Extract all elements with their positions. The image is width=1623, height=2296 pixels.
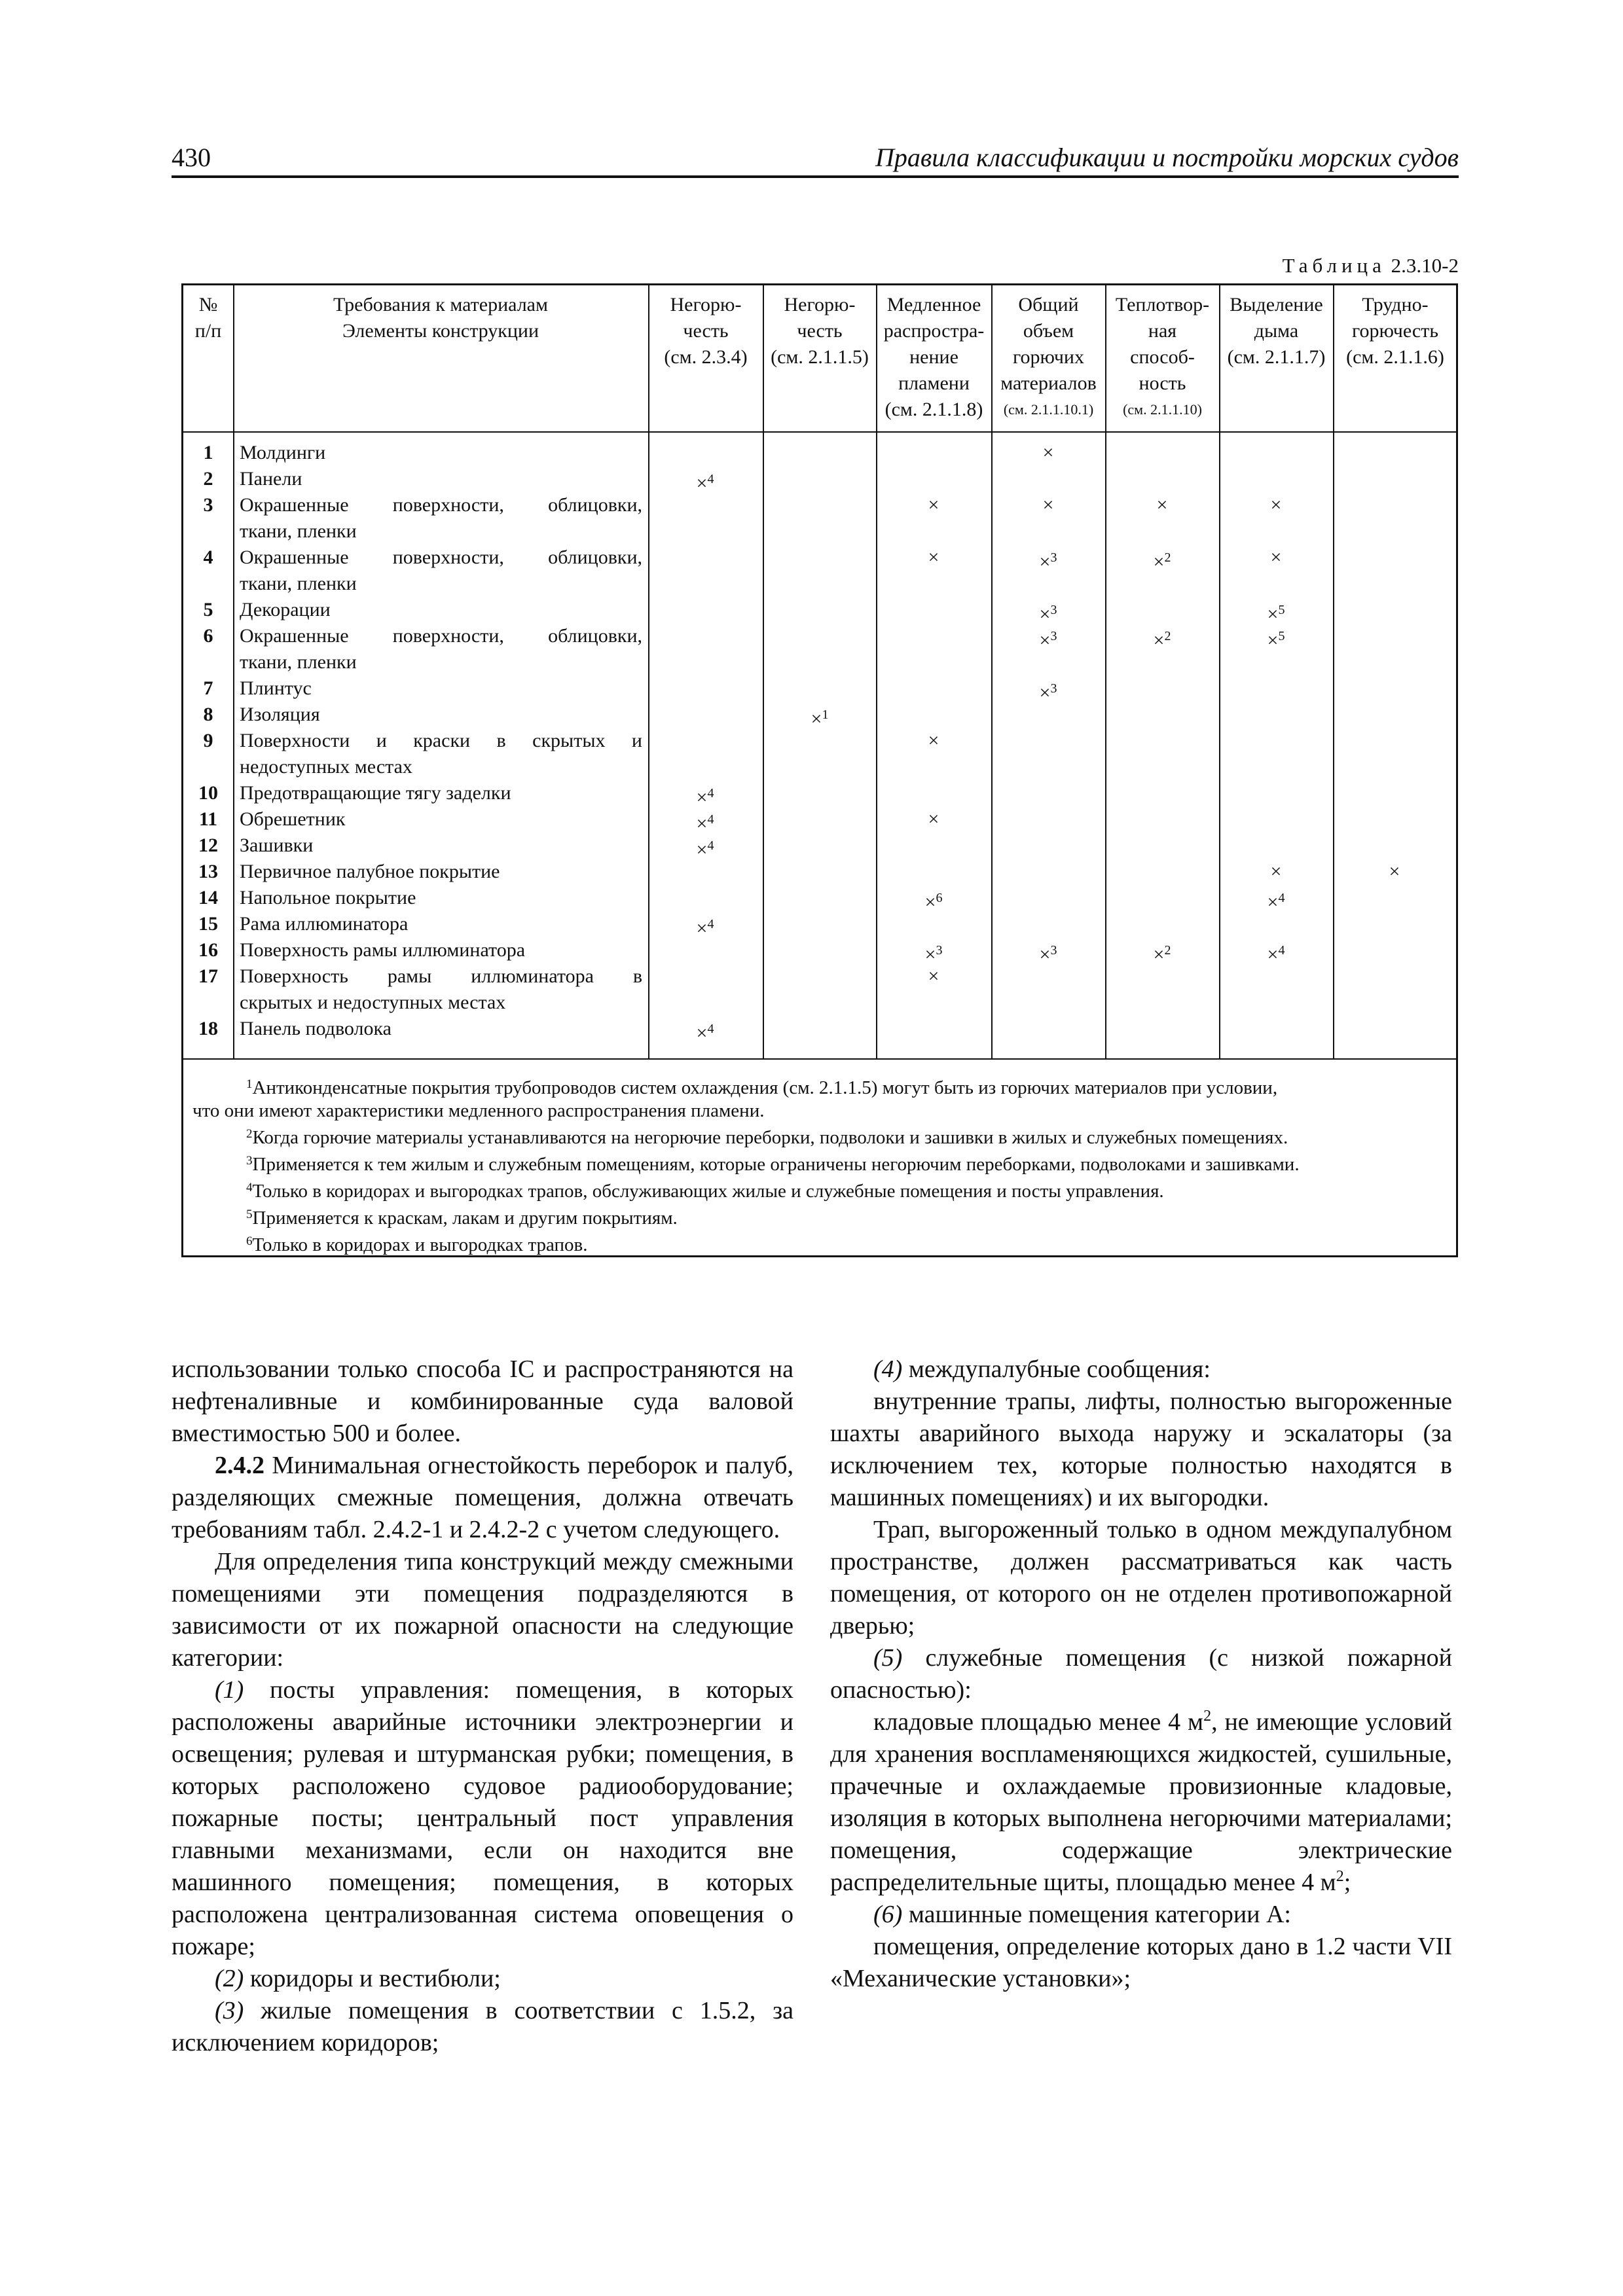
paragraph: (1) посты управления: помещения, в которых расположены аварийные источники электроэнергии и освещения; рулевая и штурманская рубки; помещения, в которых расположено судовое радиооборудование; пожарные посты; центральный пост управления главными механизмами, если он находится вне машинного помещения; помещения, в которых расположена централизованная система оповещения о пожаре;	[172, 1676, 794, 1960]
row-number: 16	[198, 939, 218, 961]
table-caption-word: Таблица	[1282, 254, 1386, 277]
cross-mark: ×$^4$	[1267, 943, 1285, 965]
table-notes-rule	[183, 1058, 1456, 1060]
cross-mark: ×	[1270, 547, 1282, 568]
paragraph: (5) служебные помещения (с низкой пожарной опасностью):	[830, 1644, 1452, 1704]
table-caption	[1283, 254, 1459, 278]
page-header	[172, 137, 1459, 178]
row-number: 1	[203, 442, 213, 463]
row-number: 17	[198, 965, 218, 987]
cross-mark: ×$^6$	[924, 891, 943, 913]
body-column-left	[172, 1354, 793, 2059]
row-label: Окрашенные поверхности, облицовки, ткани, пленки	[240, 494, 642, 542]
footnote-4: $^4$Только в коридорах и выгородках трапов, обслуживающих жилые и служебные помещения и посты управления.	[246, 1181, 1164, 1202]
table-divider	[1219, 285, 1220, 1060]
paragraph: Для определения типа конструкций между смежными помещениями эти помещения подразделяются в зависимости от их пожарной опасности на следующие категории:	[172, 1548, 793, 1672]
row-label: Предотвращающие тягу заделки	[240, 782, 511, 804]
col-header-noncombustibility-2115: Негорю- честь (см. 2.1.1.5)	[771, 294, 869, 368]
cross-mark: ×	[928, 730, 939, 751]
col-header-noncombustibility-234: Негорю- честь (см. 2.3.4)	[664, 294, 748, 368]
requirements-table	[181, 283, 1458, 1257]
page-number: 430	[172, 143, 211, 172]
cross-mark: ×$^4$	[696, 472, 714, 494]
row-label: Молдинги	[240, 442, 326, 463]
row-label: Плинтус	[240, 677, 312, 699]
row-label: Поверхность рамы иллюминатора в скрытых и недоступных местах	[240, 965, 642, 1013]
table-divider	[648, 285, 649, 1060]
cross-mark: ×$^2$	[1153, 629, 1171, 651]
paragraph: (6) машинные помещения категории А:	[873, 1901, 1291, 1928]
cross-mark: ×$^5$	[1267, 603, 1285, 625]
row-label: Панели	[240, 468, 302, 490]
paragraph: Трап, выгороженный только в одном междупалубном пространстве, должен рассматриваться как часть помещения, от которого он не отделен противопожарной дверью;	[830, 1516, 1452, 1640]
table-caption-number: 2.3.10-2	[1391, 254, 1459, 277]
cross-mark: ×$^3$	[1039, 681, 1057, 704]
row-number: 9	[203, 730, 213, 751]
row-label: Декорации	[240, 599, 331, 620]
cross-mark: ×$^2$	[1153, 943, 1171, 965]
row-label: Напольное покрытие	[240, 887, 416, 908]
row-label: Первичное палубное покрытие	[240, 861, 500, 882]
cross-mark: ×$^3$	[1039, 629, 1057, 651]
cross-mark: ×	[1156, 494, 1168, 516]
table-header-rule	[183, 431, 1456, 433]
header-rule	[172, 175, 1459, 178]
row-number: 18	[198, 1018, 218, 1039]
cross-mark: ×	[1389, 861, 1400, 882]
row-label: Обрешетник	[240, 808, 346, 830]
body-column-right	[830, 1354, 1452, 1995]
col-header-low-flammability: Трудно- горючесть (см. 2.1.1.6)	[1346, 294, 1444, 368]
row-number: 3	[203, 494, 213, 516]
paragraph: использовании только способа IC и распространяются на нефтеналивные и комбинированные суда валовой вместимостью 500 и более.	[172, 1355, 793, 1447]
cross-mark: ×$^2$	[1153, 550, 1171, 573]
cross-mark: ×	[928, 494, 939, 516]
row-number: 2	[203, 468, 213, 490]
cross-mark: ×$^4$	[696, 838, 714, 861]
row-label: Зашивки	[240, 834, 314, 856]
col-header-combustible-volume: Общий объем горючих материалов (см. 2.1.1.10.1)	[1000, 294, 1097, 418]
cross-mark: ×$^5$	[1267, 629, 1285, 651]
section-number: 2.4.2	[215, 1452, 264, 1479]
row-label: Изоляция	[240, 704, 320, 725]
row-number: 7	[203, 677, 213, 699]
cross-mark: ×$^4$	[696, 917, 714, 939]
cross-mark: ×$^1$	[811, 708, 829, 730]
row-label: Окрашенные поверхности, облицовки, ткани, пленки	[240, 547, 642, 594]
row-label: Поверхности и краски в скрытых и недоступных местах	[240, 730, 642, 778]
row-number: 13	[198, 861, 218, 882]
row-number: 8	[203, 704, 213, 725]
col-header-calorific-value: Теплотвор- ная способ- ность (см. 2.1.1.10)	[1115, 294, 1210, 418]
table-divider	[233, 285, 234, 1060]
paragraph: (2) коридоры и вестибюли;	[215, 1965, 501, 1992]
footnote-3: $^3$Применяется к тем жилым и служебным помещениям, которые ограничены негорючим переборками, подволоками и зашивками.	[246, 1154, 1300, 1175]
cross-mark: ×$^4$	[1267, 891, 1285, 913]
cross-mark: ×	[1270, 494, 1282, 516]
cross-mark: ×$^4$	[696, 812, 714, 834]
col-header-number: № п/п	[194, 294, 222, 342]
table-divider	[763, 285, 764, 1060]
row-number: 6	[203, 625, 213, 647]
cross-mark: ×	[928, 547, 939, 568]
footnote-2: $^2$Когда горючие материалы устанавливаются на негорючие переборки, подволоки и зашивки в жилых и служебных помещениях.	[246, 1127, 1288, 1148]
cross-mark: ×$^3$	[1039, 550, 1057, 573]
col-header-requirements: Требования к материалам Элементы конструкции	[333, 294, 548, 342]
col-header-slow-flame-spread: Медленное распростра- нение пламени (см. 2.1.1.8)	[883, 294, 985, 420]
col-header-smoke-generation: Выделение дыма (см. 2.1.1.7)	[1227, 294, 1326, 368]
cross-mark: ×	[928, 808, 939, 830]
row-number: 12	[198, 834, 218, 856]
row-number: 4	[203, 547, 213, 568]
table-divider	[1333, 285, 1334, 1060]
row-number: 10	[198, 782, 218, 804]
row-number: 15	[198, 913, 218, 935]
row-label: Поверхность рамы иллюминатора	[240, 939, 526, 961]
running-title: Правила классификации и постройки морских судов	[875, 143, 1459, 172]
row-number: 14	[198, 887, 218, 908]
paragraph: (3) жилые помещения в соответствии с 1.5.2, за исключением коридоров;	[172, 1997, 794, 2056]
paragraph: внутренние трапы, лифты, полностью выгороженные шахты аварийного выхода наружу и эскалаторы (за исключением тех, которые полностью находятся в машинных помещениях) и их выгородки.	[830, 1388, 1452, 1511]
row-label: Панель подволока	[240, 1018, 392, 1039]
paragraph: 2.4.2 Минимальная огнестойкость переборок и палуб, разделяющих смежные помещения, должна отвечать требованиям табл. 2.4.2-1 и 2.4.2-2 с учетом следующего.	[172, 1452, 793, 1543]
row-label: Рама иллюминатора	[240, 913, 409, 935]
paragraph: кладовые площадью менее 4 $м^2$, не имеющие условий для хранения воспламеняющихся жидкостей, сушильные, прачечные и охлаждаемые провизионные кладовые, изоляция в которых выполнена негорючими материалами; помещения, содержащие электрические распределительные щиты, площадью менее 4 $м^2$;	[830, 1708, 1452, 1896]
paragraph: (4) междупалубные сообщения:	[873, 1355, 1211, 1383]
cross-mark: ×$^4$	[696, 786, 714, 808]
cross-mark: ×$^3$	[1039, 603, 1057, 625]
footnote-6: $^6$Только в коридорах и выгородках трапов.	[246, 1234, 588, 1255]
cross-mark: ×	[928, 965, 939, 987]
footnote-1-cont: что они имеют характеристики медленного распространения пламени.	[192, 1100, 765, 1121]
table-footnotes	[192, 1073, 1447, 1257]
cross-mark: ×$^4$	[696, 1022, 714, 1044]
cross-mark: ×	[1042, 494, 1054, 516]
row-label: Окрашенные поверхности, облицовки, ткани, пленки	[240, 625, 642, 673]
footnote-5: $^5$Применяется к краскам, лакам и другим покрытиям.	[246, 1208, 678, 1229]
row-number: 11	[198, 808, 218, 830]
cross-mark: ×$^3$	[924, 943, 943, 965]
paragraph: помещения, определение которых дано в 1.2 части VII «Механические установки»;	[830, 1933, 1452, 1992]
row-number: 5	[203, 599, 213, 620]
cross-mark: ×$^3$	[1039, 943, 1057, 965]
cross-mark: ×	[1270, 861, 1282, 882]
footnote-1: $^1$Антиконденсатные покрытия трубопроводов систем охлаждения (см. 2.1.1.5) могут быть из горючих материалов при условии,	[246, 1077, 1278, 1098]
cross-mark: ×	[1042, 442, 1054, 463]
